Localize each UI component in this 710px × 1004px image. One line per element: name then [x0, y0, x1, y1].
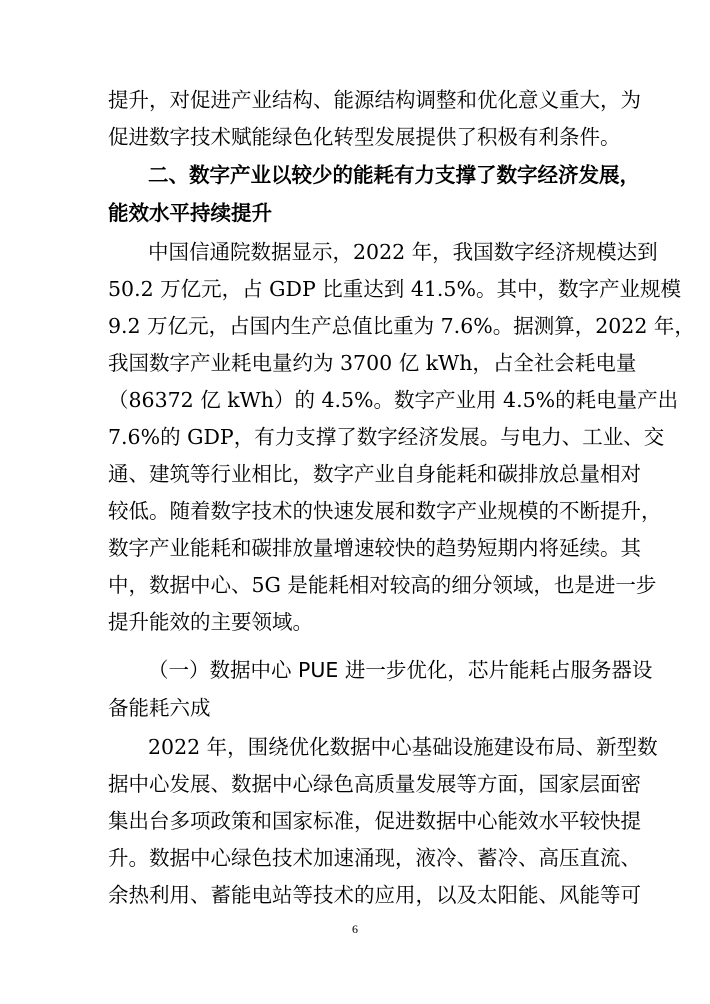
section-heading: 能效水平持续提升: [108, 201, 272, 225]
paragraph-line: 升。数据中心绿色技术加速涌现，液冷、蓄冷、高压直流、: [108, 846, 641, 870]
paragraph-line: 较低。随着数字技术的快速发展和数字产业规模的不断提升，: [108, 499, 662, 523]
paragraph-line: （86372 亿 kWh）的 4.5%。数字产业用 4.5%的耗电量产出: [108, 388, 679, 412]
subsection-heading: （一）数据中心 PUE 进一步优化，芯片能耗占服务器设: [148, 658, 653, 682]
paragraph-line: 余热利用、蓄能电站等技术的应用，以及太阳能、风能等可: [108, 883, 641, 907]
paragraph-line: 数字产业能耗和碳排放量增速较快的趋势短期内将延续。其: [108, 536, 641, 560]
paragraph-line: 中国信通院数据显示，2022 年，我国数字经济规模达到: [148, 240, 658, 264]
paragraph-line: 我国数字产业耗电量约为 3700 亿 kWh，占全社会耗电量: [108, 351, 637, 375]
paragraph-line: 通、建筑等行业相比，数字产业自身能耗和碳排放总量相对: [108, 462, 641, 486]
section-heading: 二、数字产业以较少的能耗有力支撑了数字经济发展，: [148, 163, 640, 187]
paragraph-line: 2022 年，围绕优化数据中心基础设施建设布局、新型数: [148, 735, 658, 759]
paragraph-line: 提升能效的主要领域。: [108, 610, 313, 634]
paragraph-line: 50.2 万亿元，占 GDP 比重达到 41.5%。其中，数字产业规模: [108, 277, 681, 301]
paragraph-line: 促进数字技术赋能绿色化转型发展提供了积极有利条件。: [108, 125, 621, 149]
paragraph-line: 7.6%的 GDP，有力支撑了数字经济发展。与电力、工业、交: [108, 425, 665, 449]
paragraph-line: 提升，对促进产业结构、能源结构调整和优化意义重大，为: [108, 88, 641, 112]
paragraph-line: 集出台多项政策和国家标准，促进数据中心能效水平较快提: [108, 809, 641, 833]
paragraph-line: 9.2 万亿元，占国内生产总值比重为 7.6%。据测算，2022 年，: [108, 314, 695, 338]
subsection-heading: 备能耗六成: [108, 696, 211, 720]
paragraph-line: 据中心发展、数据中心绿色高质量发展等方面，国家层面密: [108, 772, 641, 796]
page-number: 6: [352, 922, 358, 936]
paragraph-line: 中，数据中心、5G 是能耗相对较高的细分领域，也是进一步: [108, 573, 657, 597]
